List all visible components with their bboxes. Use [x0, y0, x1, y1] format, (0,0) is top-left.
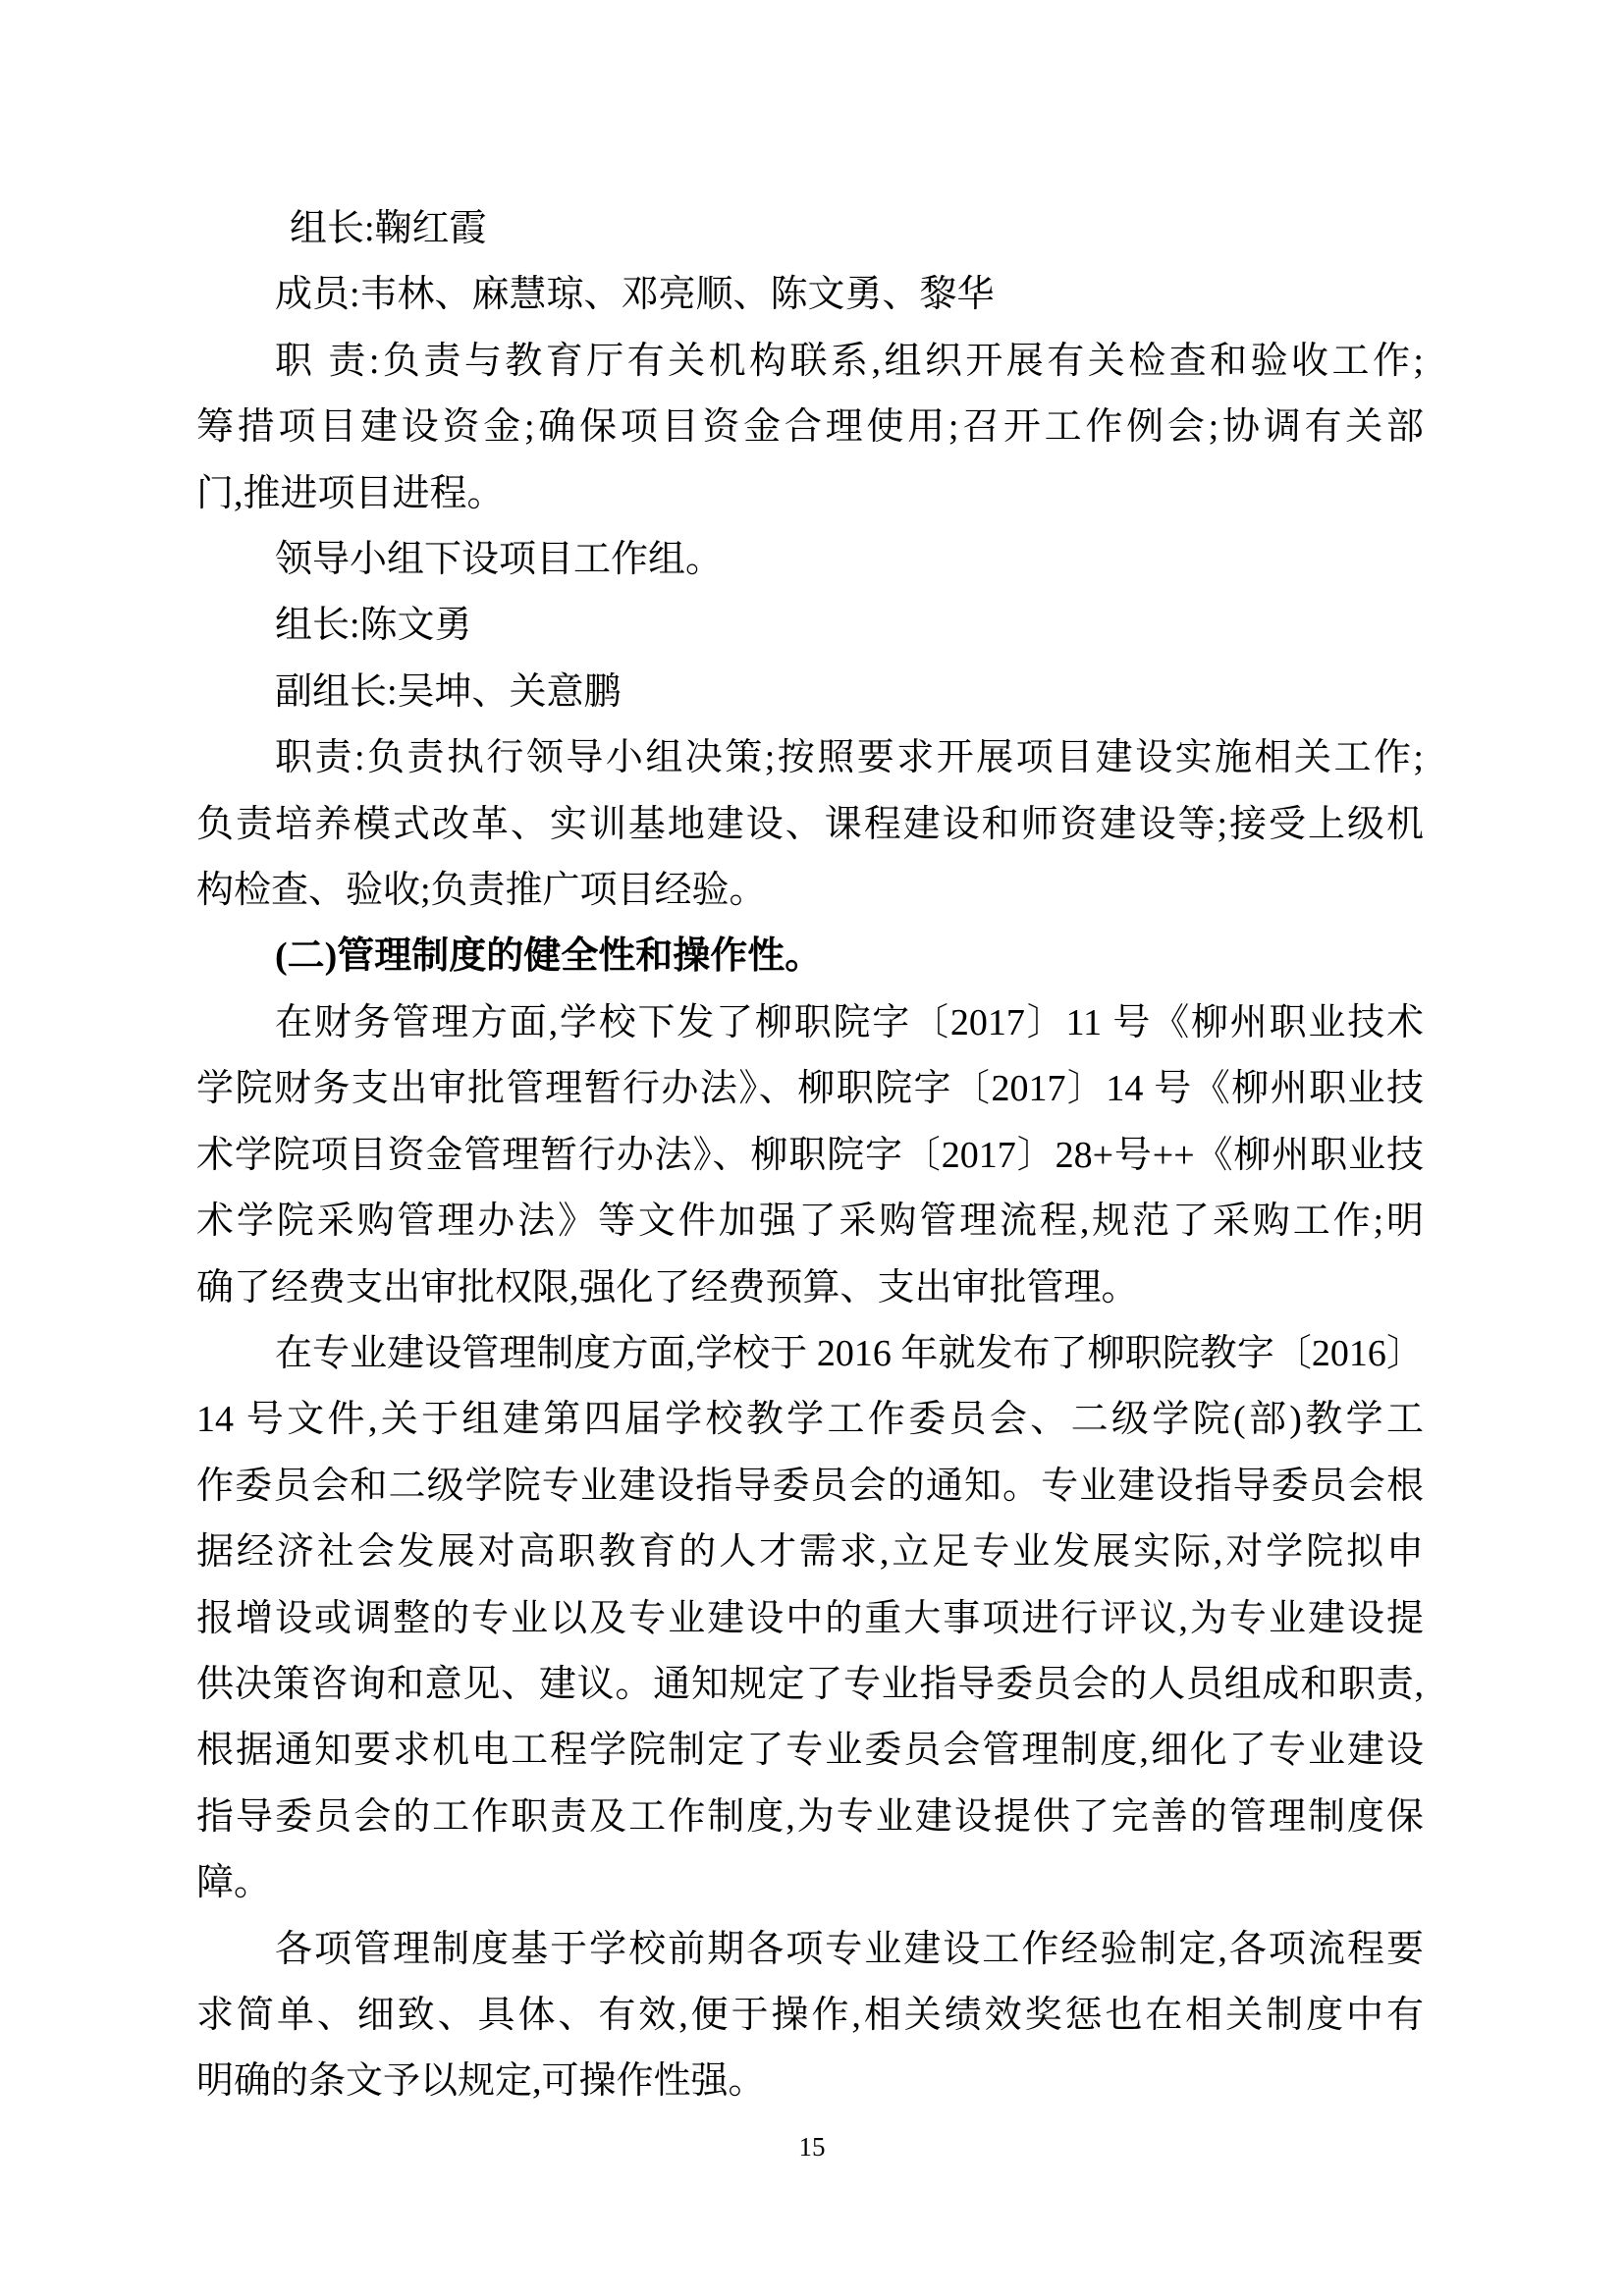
text-line: 指导委员会的工作职责及工作制度,为专业建设提供了完善的管理制度保 [196, 1795, 1424, 1838]
section-heading-line: (二)管理制度的健全性和操作性。 [275, 935, 823, 978]
text-line: 术学院项目资金管理暂行办法》、柳职院字〔2017〕28+号++《柳州职业技 [196, 1134, 1424, 1176]
text-line: 术学院采购管理办法》等文件加强了采购管理流程,规范了采购工作;明 [196, 1201, 1424, 1243]
text-line: 14 号文件,关于组建第四届学校教学工作委员会、二级学院(部)教学工 [196, 1399, 1424, 1441]
text-line: 组长:鞠红霞 [290, 208, 487, 249]
document-body [196, 196, 1424, 2115]
text-line: 各项管理制度基于学校前期各项专业建设工作经验制定,各项流程要 [275, 1928, 1424, 1970]
text-line: 组长:陈文勇 [275, 605, 472, 647]
text-line: 在财务管理方面,学校下发了柳职院字〔2017〕11 号《柳州职业技术 [275, 1001, 1424, 1043]
text-line: 作委员会和二级学院专业建设指导委员会的通知。专业建设指导委员会根 [196, 1465, 1424, 1507]
text-line: 副组长:吴坤、关意鹏 [275, 670, 622, 713]
text-line: 门,推进项目进程。 [196, 472, 505, 514]
text-line: 职 责:负责与教育厅有关机构联系,组织开展有关检查和验收工作; [275, 340, 1424, 382]
text-line: 在专业建设管理制度方面,学校于 2016 年就发布了柳职院教字〔2016〕 [275, 1332, 1424, 1374]
text-line: 供决策咨询和意见、建议。通知规定了专业指导委员会的人员组成和职责, [196, 1663, 1424, 1705]
text-line: 根据通知要求机电工程学院制定了专业委员会管理制度,细化了专业建设 [196, 1730, 1424, 1772]
text-line: 构检查、验收;负责推广项目经验。 [196, 870, 767, 912]
text-line: 明确的条文予以规定,可操作性强。 [196, 2060, 766, 2103]
text-line: 求简单、细致、具体、有效,便于操作,相关绩效奖惩也在相关制度中有 [196, 1994, 1424, 2036]
text-line: 负责培养模式改革、实训基地建设、课程建设和师资建设等;接受上级机 [196, 803, 1424, 845]
text-line: 筹措项目建设资金;确保项目资金合理使用;召开工作例会;协调有关部 [196, 406, 1424, 449]
text-line: 障。 [196, 1862, 272, 1904]
page-number: 15 [798, 2132, 826, 2162]
text-line: 职责:负责执行领导小组决策;按照要求开展项目建设实施相关工作; [275, 737, 1424, 779]
text-line: 成员:韦林、麻慧琼、邓亮顺、陈文勇、黎华 [275, 274, 995, 316]
text-line: 据经济社会发展对高职教育的人才需求,立足专业发展实际,对学院拟申 [196, 1531, 1424, 1574]
text-line: 报增设或调整的专业以及专业建设中的重大事项进行评议,为专业建设提 [196, 1597, 1424, 1639]
text-line: 领导小组下设项目工作组。 [275, 539, 724, 581]
text-line: 学院财务支出审批管理暂行办法》、柳职院字〔2017〕14 号《柳州职业技 [196, 1068, 1424, 1110]
text-line: 确了经费支出审批权限,强化了经费预算、支出审批管理。 [196, 1266, 1139, 1308]
page-footer [0, 2132, 1624, 2163]
